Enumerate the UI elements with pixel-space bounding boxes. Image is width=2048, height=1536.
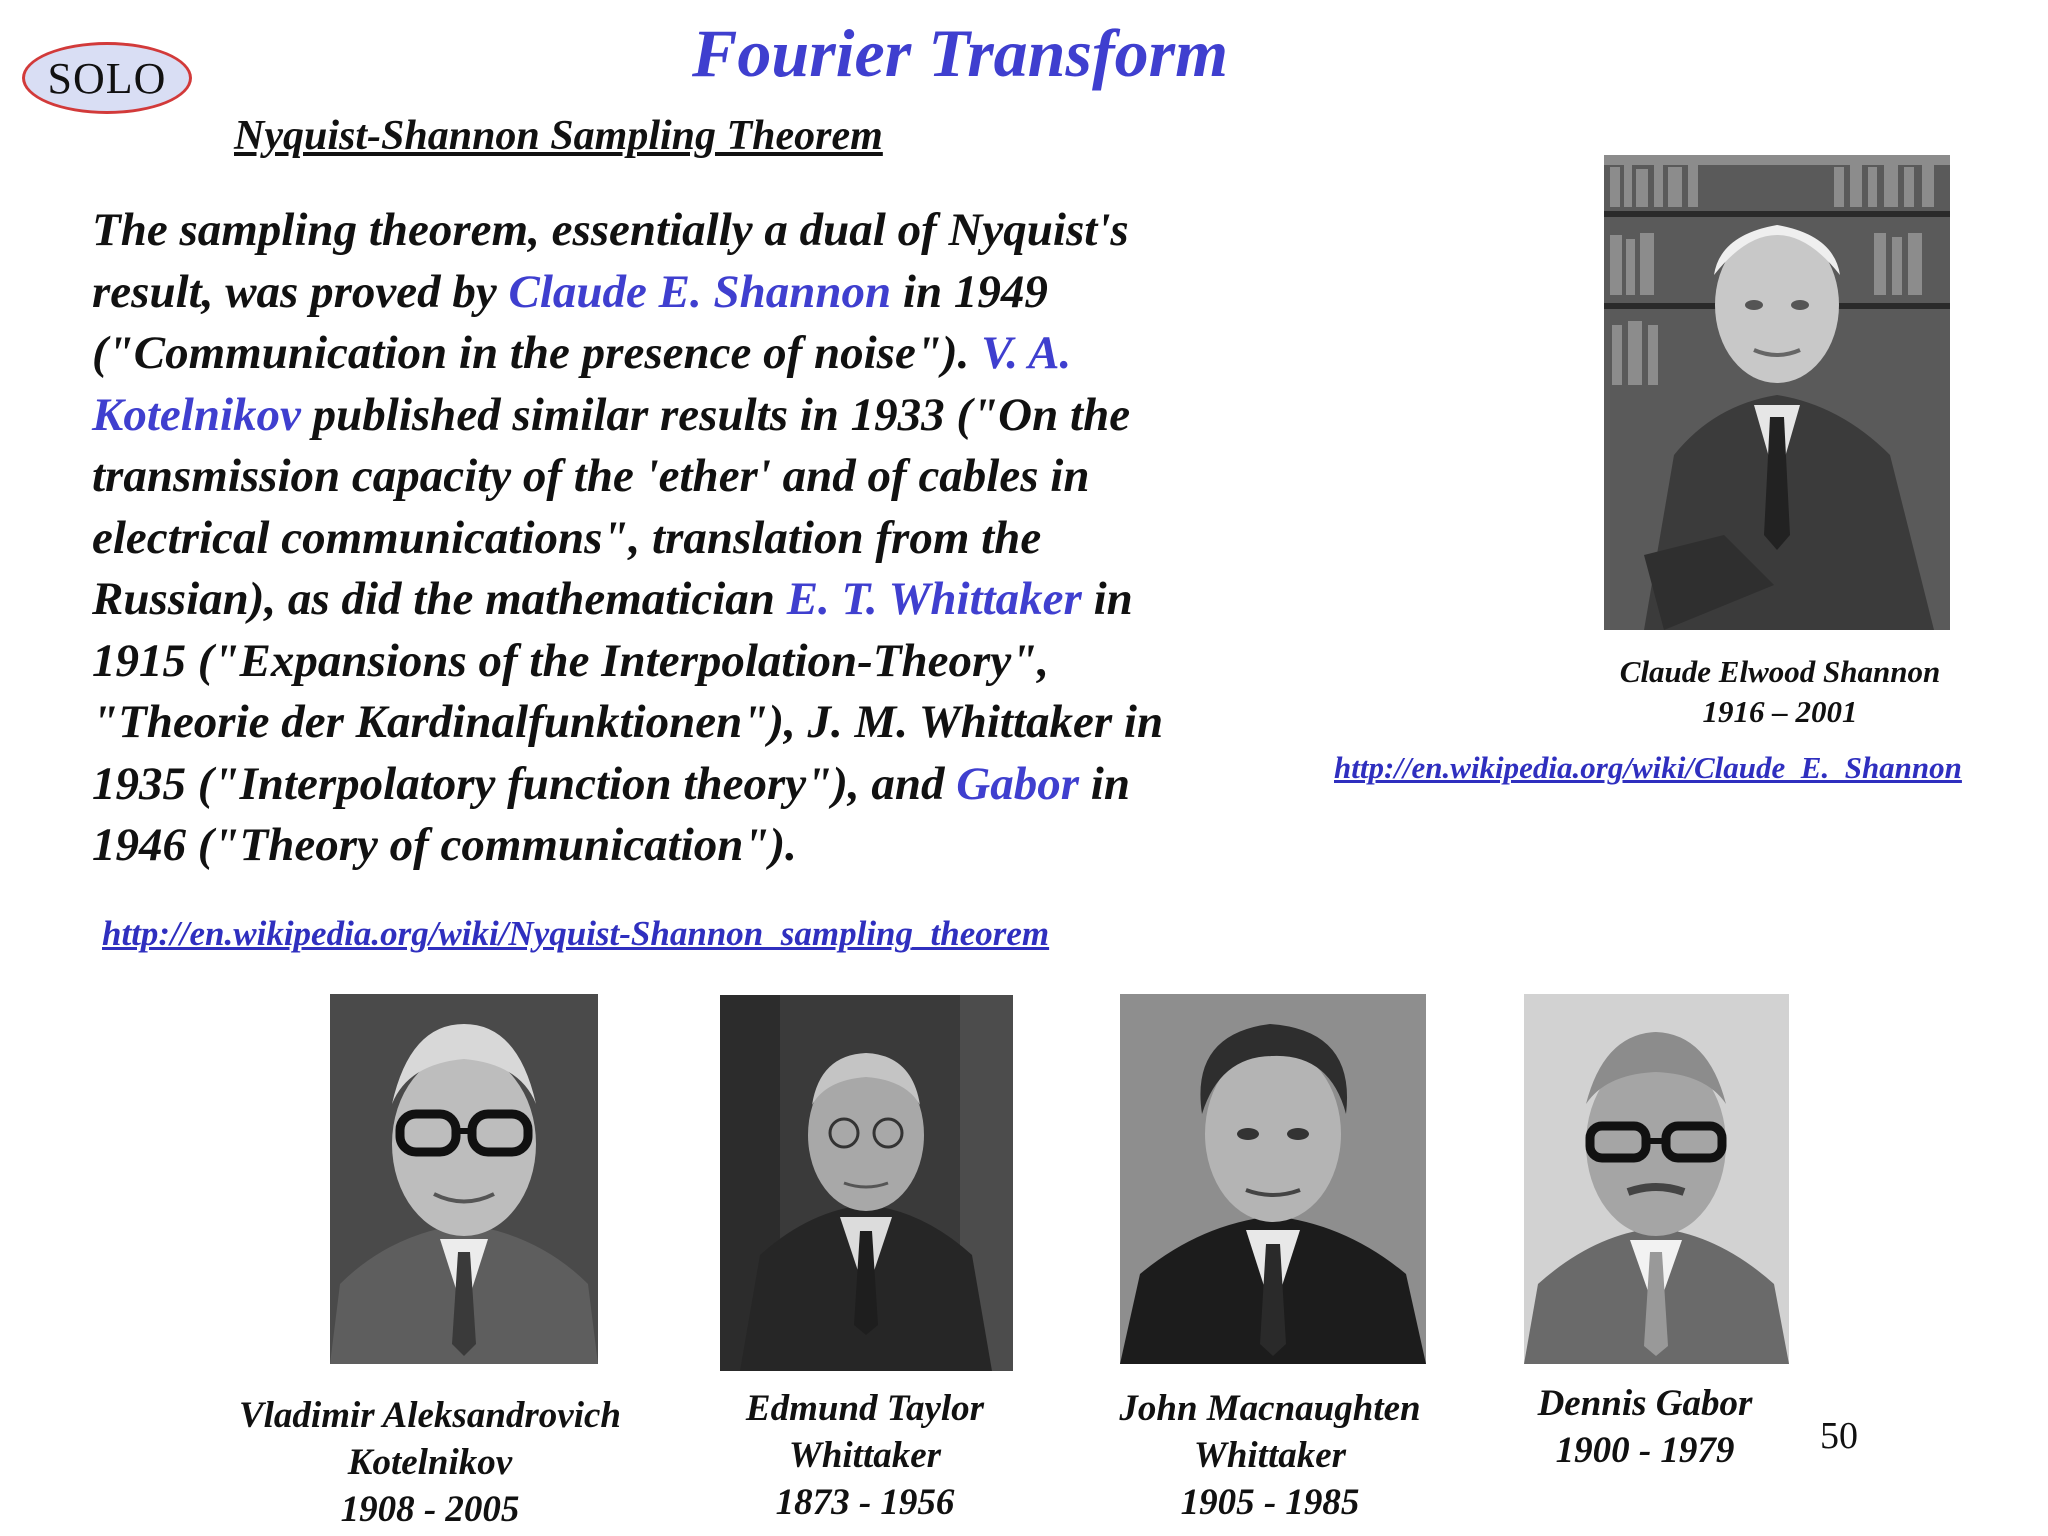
body-line-4 <box>92 385 1332 447</box>
et-whittaker-name-line2: Whittaker <box>788 1435 942 1476</box>
body-text-segment: in <box>1079 757 1130 810</box>
body-text-segment: published similar results in 1933 ("On the <box>300 388 1131 441</box>
name-gabor: Gabor <box>956 757 1080 810</box>
name-et-whittaker: E. T. Whittaker <box>786 573 1082 625</box>
kotelnikov-years: 1908 - 2005 <box>340 1489 520 1530</box>
et-whittaker-years: 1873 - 1956 <box>775 1482 955 1523</box>
jm-whittaker-photo <box>1120 994 1426 1364</box>
et-whittaker-photo <box>720 995 1013 1371</box>
body-text-segment: ("Communication in the presence of noise"). <box>92 327 982 379</box>
jm-whittaker-years: 1905 - 1985 <box>1180 1482 1360 1523</box>
body-line-11: 1946 ("Theory of communication"). <box>92 819 797 871</box>
shannon-caption <box>1560 652 2000 732</box>
kotelnikov-name-line1: Vladimir Aleksandrovich <box>238 1395 622 1436</box>
shannon-name: Claude Elwood Shannon <box>1619 654 1941 689</box>
body-text-segment: in 1949 <box>891 265 1048 318</box>
body-line-2 <box>92 262 1332 324</box>
body-line-5: transmission capacity of the 'ether' and of cables in <box>92 450 1090 502</box>
sampling-theorem-link[interactable]: http://en.wikipedia.org/wiki/Nyquist-Shannon_sampling_theorem <box>102 914 1050 953</box>
body-line-3 <box>92 323 1332 385</box>
solo-badge-label: SOLO <box>47 53 167 103</box>
solo-badge <box>22 42 192 114</box>
name-kotelnikov-initials: V. A. <box>981 327 1072 379</box>
et-whittaker-name-line1: Edmund Taylor <box>745 1388 985 1429</box>
body-text-segment: in <box>1081 573 1133 625</box>
shannon-photo <box>1604 155 1950 630</box>
name-shannon: Claude E. Shannon <box>508 265 892 318</box>
shannon-link[interactable]: http://en.wikipedia.org/wiki/Claude_E._Shannon <box>1334 750 1962 785</box>
body-line-8: 1915 ("Expansions of the Interpolation-Theory", <box>92 634 1050 687</box>
kotelnikov-caption <box>200 1392 660 1533</box>
body-line-10 <box>92 754 1332 816</box>
body-paragraph <box>92 200 1332 877</box>
gabor-name: Dennis Gabor <box>1537 1383 1753 1424</box>
jm-whittaker-caption <box>1090 1385 1450 1526</box>
body-text-segment: 1935 ("Interpolatory function theory"), and <box>92 757 957 810</box>
shannon-years: 1916 – 2001 <box>1702 694 1858 729</box>
body-line-1: The sampling theorem, essentially a dual of Nyquist's <box>92 204 1129 256</box>
gabor-caption <box>1480 1380 1810 1474</box>
jm-whittaker-name-line1: John Macnaughten <box>1119 1388 1421 1429</box>
body-line-6: electrical communications", translation from the <box>92 511 1042 564</box>
kotelnikov-name-line2: Kotelnikov <box>347 1442 513 1483</box>
name-kotelnikov: Kotelnikov <box>92 388 301 441</box>
et-whittaker-caption <box>690 1385 1040 1526</box>
gabor-years: 1900 - 1979 <box>1555 1430 1735 1471</box>
body-text-segment: Russian), as did the mathematician <box>92 573 787 625</box>
page-number: 50 <box>1820 1415 1858 1457</box>
jm-whittaker-name-line2: Whittaker <box>1193 1435 1347 1476</box>
body-line-9: "Theorie der Kardinalfunktionen"), J. M. Whittaker in <box>92 696 1164 748</box>
slide-subtitle: Nyquist-Shannon Sampling Theorem <box>234 113 883 159</box>
body-text-segment: result, was proved by <box>92 265 509 318</box>
kotelnikov-photo <box>330 994 598 1364</box>
body-line-7 <box>92 569 1332 631</box>
slide-title: Fourier Transform <box>692 15 1228 91</box>
gabor-photo <box>1524 994 1789 1364</box>
